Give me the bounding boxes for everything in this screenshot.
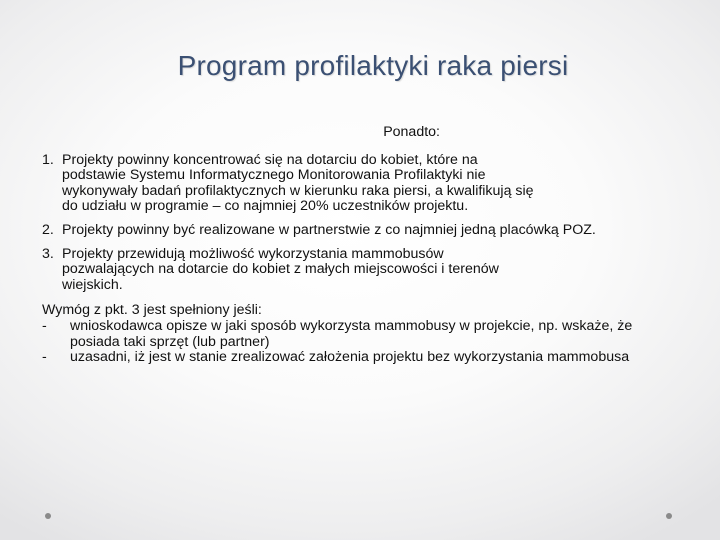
- slide-title: Program profilaktyki raka piersi: [177, 50, 569, 81]
- requirement-heading: Wymóg z pkt. 3 jest spełniony jeśli:: [42, 302, 262, 319]
- list-item: [42, 153, 662, 215]
- decorative-dot-icon: [45, 513, 51, 519]
- requirement-block: [42, 303, 662, 365]
- dash-marker: -: [42, 349, 47, 366]
- list-item-number: 2.: [42, 221, 54, 238]
- requirement-item: [42, 319, 662, 350]
- list-item: [42, 247, 662, 294]
- list-item-text: Projekty powinny być realizowane w partnerstwie z co najmniej jedną placówką POZ.: [62, 221, 596, 238]
- subheading: Ponadto:: [383, 124, 440, 140]
- requirement-item: [42, 350, 662, 366]
- list-item: [42, 223, 662, 239]
- list-item-text: Projekty przewidują możliwość wykorzystania mammobusów pozwalających na dotarcie do kobiet z małych miejscowości i terenów wiejskich.: [62, 245, 499, 293]
- list-item-number: 3.: [42, 245, 54, 262]
- dash-marker: -: [42, 317, 47, 334]
- requirement-item-text: wnioskodawca opisze w jaki sposób wykorzysta mammobusy w projekcie, np. wskaże, że posiada taki sprzęt (lub partner): [70, 317, 633, 350]
- list-item-text: Projekty powinny koncentrować się na dotarciu do kobiet, które na podstawie Systemu Informatycznego Monitorowania Profilaktyki nie wykonywały badań profilaktycznych w kierunku raka piersi, a kwalifikują się do udziału w programie – co najmniej 20% uczestników projektu.: [62, 151, 534, 215]
- requirement-item-text: uzasadni, iż jest w stanie zrealizować założenia projektu bez wykorzystania mammobusa: [70, 349, 630, 366]
- list-item-number: 1.: [42, 151, 54, 168]
- decorative-dot-icon: [666, 513, 672, 519]
- slide-content: [42, 125, 662, 366]
